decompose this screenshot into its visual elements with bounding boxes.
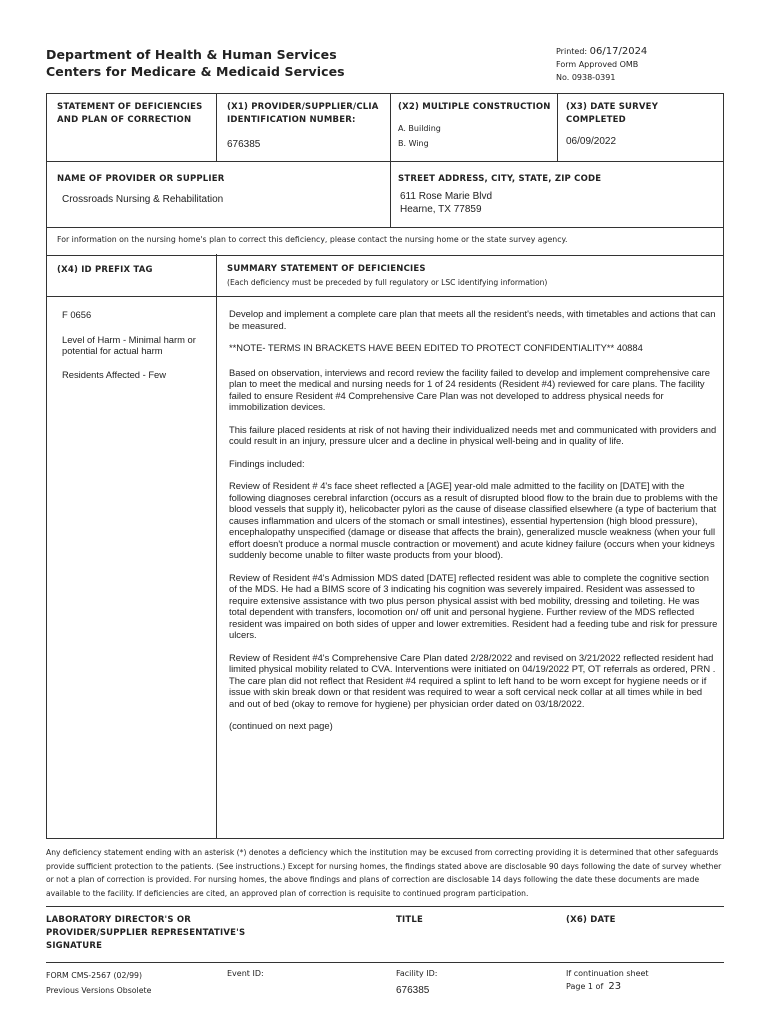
- residents-affected: Residents Affected - Few: [62, 368, 167, 380]
- address-line-2: Hearne, TX 77859: [400, 204, 482, 215]
- divider: [46, 227, 724, 228]
- divider: [46, 296, 724, 297]
- title-label: TITLE: [396, 915, 423, 925]
- summary-paragraph: Review of Resident #4's Admission MDS dated [DATE] reflected resident was able to complete the cognitive section of the MDS. He had a BIMS score of 3 indicating his cognition was severely impaired. Resident was assessed to require extensive assistance with two plus person physical assist with bed mobility, dressing and toileting. He was total dependent with transfers, locomotion on/ off unit and personal hygiene. Further review of the MDS reflected resident was impaired on both sides of upper and lower extremities. Resident had a feeding tube and risk for pressure ulcers.: [229, 571, 718, 640]
- deficiency-tag: F 0656: [62, 309, 92, 320]
- summary-paragraph: Based on observation, interviews and record review the facility failed to develop and implement comprehensive care plan to meet the medical and nursing needs for 1 of 24 residents (Resident #4) reviewed for care plans. The facility failed to ensure Resident #4 Comprehensive Care Plan was not developed to address physical needs for immobilization devices.: [229, 366, 710, 412]
- level-of-harm: Level of Harm - Minimal harm or potential for actual harm: [62, 333, 196, 356]
- form-number-block: [46, 968, 151, 998]
- page-line: [566, 980, 649, 993]
- provider-id-value: 676385: [227, 139, 261, 150]
- divider: [46, 906, 724, 907]
- divider: [557, 93, 558, 161]
- page-label: Page 1 of: [566, 982, 604, 991]
- summary-paragraph: Develop and implement a complete care plan that meets all the resident's needs, with timetables and actions that can be measured.: [229, 308, 716, 331]
- form-number: FORM CMS-2567 (02/99): [46, 971, 143, 980]
- prefix-tag-label: (X4) ID PREFIX TAG: [57, 265, 153, 275]
- divider: [390, 161, 391, 227]
- provider-name-label: NAME OF PROVIDER OR SUPPLIER: [57, 174, 225, 184]
- provider-id-label: (X1) PROVIDER/SUPPLIER/CLIA IDENTIFICATION NUMBER:: [227, 102, 379, 125]
- summary-paragraph: Review of Resident #4's Comprehensive Care Plan dated 2/28/2022 and revised on 3/21/2022 reflected resident had limited physical mobility related to CVA. Interventions were initiated on 04/19/2022 PT, OT referrals as ordered, PRN . The care plan did not reflect that Resident #4 required a splint to left hand to be worn except for hygiene needs or if issue with skin break down or that resident was required to wear a soft cervical neck collar at all times while in bed and out of bed (okay to remove for hygiene) per physician order dated on 03/18/2022.: [229, 651, 716, 709]
- director-signature-label: LABORATORY DIRECTOR'S OR PROVIDER/SUPPLIER REPRESENTATIVE'S SIGNATURE: [46, 915, 246, 951]
- date-label: (X6) DATE: [566, 915, 616, 925]
- continuation-label: If continuation sheet: [566, 969, 649, 978]
- form-approved: Form Approved OMB: [556, 60, 639, 69]
- summary-paragraph: This failure placed residents at risk of not having their individualized needs met and communicated with providers and could result in an injury, pressure ulcer and a decline in physical well-being and in quality of life.: [229, 423, 717, 446]
- address-value: [400, 190, 492, 216]
- provider-name-value: Crossroads Nursing & Rehabilitation: [62, 194, 224, 205]
- divider: [216, 254, 217, 839]
- agency-header: [46, 46, 345, 80]
- form-meta: [556, 45, 647, 84]
- printed-line: [556, 45, 647, 58]
- deficiency-left-col: [62, 309, 212, 380]
- summary-label: SUMMARY STATEMENT OF DEFICIENCIES: [227, 264, 426, 274]
- printed-label: Printed:: [556, 47, 588, 56]
- info-note: For information on the nursing home's plan to correct this deficiency, please contact the nursing home or the state survey agency.: [57, 235, 568, 244]
- page-total: 23: [608, 981, 622, 992]
- summary-sublabel: (Each deficiency must be preceded by full regulatory or LSC identifying information): [227, 278, 548, 287]
- summary-paragraph: **NOTE- TERMS IN BRACKETS HAVE BEEN EDITED TO PROTECT CONFIDENTIALITY** 40884: [229, 342, 643, 353]
- statement-label: STATEMENT OF DEFICIENCIES AND PLAN OF CORRECTION: [57, 102, 203, 125]
- deficiency-summary-text: [229, 308, 719, 743]
- summary-paragraph: (continued on next page): [229, 720, 333, 731]
- previous-versions: Previous Versions Obsolete: [46, 986, 152, 995]
- divider: [46, 962, 724, 963]
- disclaimer: Any deficiency statement ending with an asterisk (*) denotes a deficiency which the institution may be excused from correcting providing it is determined that other safeguards provide sufficient protection to the patients. (See instructions.) Except for nursing homes, the findings stated above are disclosable 90 days following the date of survey whether or not a plan of correction is provided. For nursing homes, the above findings and plans of correction are disclosable 14 days following the date these documents are made available to the facility. If deficiencies are cited, an approved plan of correction is requisite to continued program participation.: [46, 848, 722, 898]
- page-info: [566, 967, 649, 993]
- wing-label: B. Wing: [398, 139, 429, 148]
- building-label: A. Building: [398, 124, 441, 133]
- summary-paragraph: Findings included:: [229, 457, 305, 469]
- divider: [46, 161, 724, 162]
- date-survey-label: (X3) DATE SURVEY COMPLETED: [566, 102, 659, 125]
- address-label: STREET ADDRESS, CITY, STATE, ZIP CODE: [398, 174, 602, 184]
- address-line-1: 611 Rose Marie Blvd: [400, 191, 493, 202]
- date-survey-value: 06/09/2022: [566, 136, 617, 147]
- facility-id-label: Facility ID:: [396, 969, 438, 978]
- event-id-label: Event ID:: [227, 969, 264, 978]
- dept-line-2: Centers for Medicare & Medicaid Services: [46, 64, 345, 79]
- printed-date: 06/17/2024: [589, 46, 648, 57]
- divider: [216, 93, 217, 161]
- multiple-construction-label: (X2) MULTIPLE CONSTRUCTION: [398, 102, 551, 112]
- omb-number: No. 0938-0391: [556, 73, 616, 82]
- summary-paragraph: Review of Resident # 4's face sheet reflected a [AGE] year-old male admitted to the facility on [DATE] with the following diagnoses cerebral infarction (occurs as a result of disrupted blood flow to the brain due to problems with the blood vessels that supply it), helicobacter pylori as the cause of disease classified elsewhere (a type of bacterium that causes inflammation and ulcers of the stomach or small intestines), essential hypertension (high blood pressure), encephalopathy unspecified (damage or disease that affects the brain), generalized muscle weakness (when your full effort doesn't produce a normal muscle contraction or movement) and acute kidney failure (occurs when your kidneys suddenly become unable to filter waste products from your blood).: [229, 480, 718, 560]
- divider: [390, 93, 391, 161]
- facility-id-value: 676385: [396, 985, 430, 996]
- dept-line-1: Department of Health & Human Services: [46, 47, 337, 62]
